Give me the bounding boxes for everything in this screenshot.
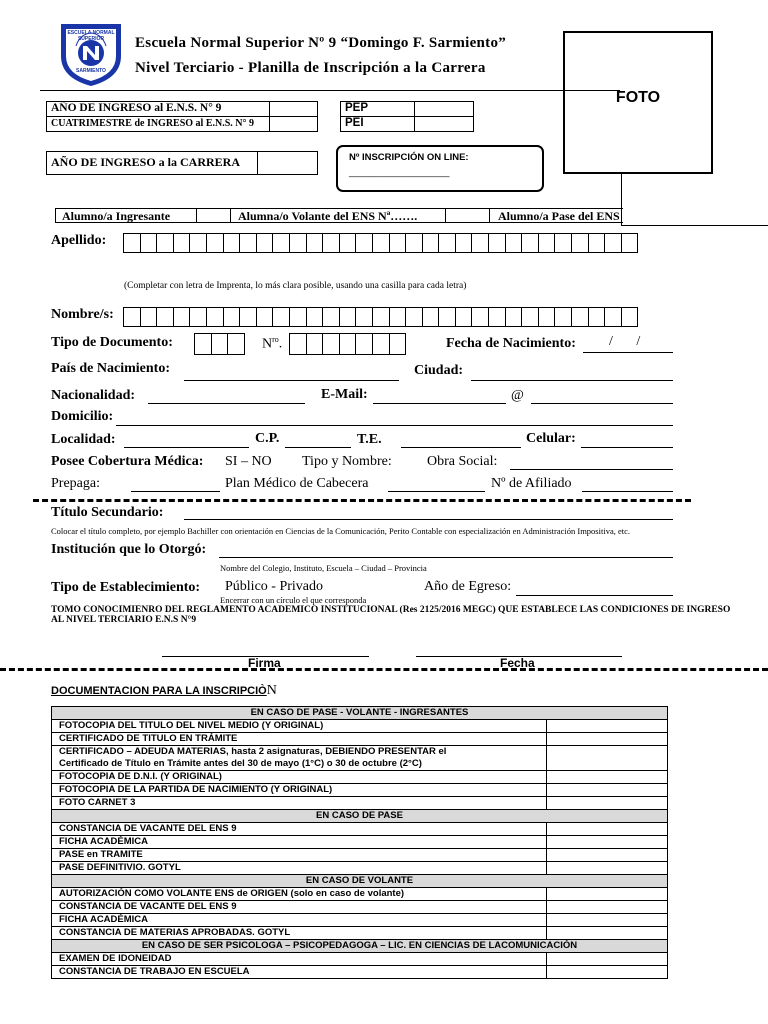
letter-cell[interactable] bbox=[355, 333, 373, 355]
letter-cell[interactable] bbox=[140, 307, 158, 327]
cp-label: C.P. bbox=[255, 431, 280, 446]
tipo-doc-label: Tipo de Documento: bbox=[51, 335, 173, 350]
letter-cell[interactable] bbox=[372, 307, 390, 327]
alumno-ingresante-label: Alumno/a Ingresante bbox=[62, 209, 171, 223]
letter-cell[interactable] bbox=[554, 233, 572, 253]
te-label: T.E. bbox=[357, 432, 382, 447]
letter-cell[interactable] bbox=[372, 233, 390, 253]
letter-cell[interactable] bbox=[123, 307, 141, 327]
titulo-secundario-text: Título Secundario: bbox=[51, 505, 164, 520]
letter-cell[interactable] bbox=[455, 233, 473, 253]
plan-medico-label: Plan Médico de Cabecera bbox=[225, 476, 369, 491]
letter-cell[interactable] bbox=[588, 233, 606, 253]
documentacion-title-end: N bbox=[266, 683, 277, 698]
document-item-cell bbox=[52, 784, 547, 797]
fecha-nac-field[interactable] bbox=[583, 352, 673, 353]
photo-box-shadow bbox=[621, 173, 768, 226]
document-check-cell[interactable] bbox=[547, 888, 668, 901]
letter-cell[interactable] bbox=[194, 333, 212, 355]
document-check-cell[interactable] bbox=[547, 720, 668, 733]
document-item-text: FOTOCOPIA DE D.N.I. (Y ORIGINAL) bbox=[59, 771, 222, 782]
letter-cell[interactable] bbox=[438, 233, 456, 253]
letter-cell[interactable] bbox=[289, 333, 307, 355]
institucion-label: Institución que lo Otorgó: bbox=[51, 542, 207, 557]
document-item-text: FICHA ACADÉMICA bbox=[59, 914, 149, 925]
document-check-cell[interactable] bbox=[547, 901, 668, 914]
document-item-cell bbox=[52, 849, 547, 862]
ingreso-carrera-label: AÑO DE INGRESO a la CARRERA bbox=[51, 155, 241, 169]
letter-cell[interactable] bbox=[471, 233, 489, 253]
document-item-text: PASE en TRAMITE bbox=[59, 849, 143, 860]
cuatrimestre-label: CUATRIMESTRE de INGRESO al E.N.S. N° 9 bbox=[51, 118, 255, 129]
inscripcion-online-box bbox=[336, 145, 544, 192]
document-item-cell bbox=[52, 733, 547, 746]
table-section-header bbox=[52, 875, 668, 888]
document-item-text: CERTIFICADO DE TITULO EN TRÁMITE bbox=[59, 733, 238, 744]
document-item-cell bbox=[52, 914, 547, 927]
imprenta-hint: (Completar con letra de Imprenta, lo más clara posible, usando una casilla para cada letra) bbox=[124, 281, 467, 291]
ciudad-label: Ciudad: bbox=[414, 363, 464, 378]
letter-cell[interactable] bbox=[571, 307, 589, 327]
document-item-cell bbox=[52, 771, 547, 784]
section-header-cell: EN CASO DE PASE bbox=[52, 810, 668, 823]
letter-cell[interactable] bbox=[604, 233, 622, 253]
letter-cell[interactable] bbox=[272, 233, 290, 253]
table-row bbox=[52, 966, 668, 979]
localidad-label: Localidad: bbox=[51, 432, 116, 447]
section-header-cell: EN CASO DE VOLANTE bbox=[52, 875, 668, 888]
document-check-cell[interactable] bbox=[547, 953, 668, 966]
document-item-text: FOTOCOPIA DEL TITULO DEL NIVEL MEDIO (Y ORIGINAL) bbox=[59, 720, 324, 731]
fecha-nac-label: Fecha de Nacimiento: bbox=[446, 336, 576, 351]
letter-cell[interactable] bbox=[239, 233, 257, 253]
publico-privado-option[interactable]: Público - Privado bbox=[225, 579, 323, 594]
celular-label: Celular: bbox=[526, 431, 576, 446]
ingreso-carrera-box bbox=[46, 151, 318, 175]
obra-social-label: Obra Social: bbox=[427, 454, 498, 469]
domicilio-field[interactable] bbox=[116, 425, 673, 426]
section-divider-2 bbox=[0, 668, 768, 671]
letter-cell[interactable] bbox=[621, 233, 639, 253]
table-row bbox=[52, 888, 668, 901]
letter-cell[interactable] bbox=[571, 233, 589, 253]
document-check-cell[interactable] bbox=[547, 862, 668, 875]
school-logo bbox=[58, 20, 124, 88]
letter-cell[interactable] bbox=[372, 333, 390, 355]
letter-cell[interactable] bbox=[206, 233, 224, 253]
document-check-cell[interactable] bbox=[547, 836, 668, 849]
fecha-label: Fecha bbox=[500, 656, 535, 670]
prepaga-field[interactable] bbox=[131, 491, 220, 492]
letter-cell[interactable] bbox=[604, 307, 622, 327]
logo-text-bottom: SARMIENTO bbox=[76, 68, 106, 74]
ciudad-field[interactable] bbox=[471, 380, 673, 381]
letter-cell[interactable] bbox=[322, 307, 340, 327]
letter-cell[interactable] bbox=[289, 307, 307, 327]
letter-cell[interactable] bbox=[306, 333, 324, 355]
tipo-doc-field[interactable] bbox=[195, 333, 245, 355]
table-row bbox=[52, 784, 668, 797]
table-row bbox=[52, 914, 668, 927]
section-header-cell: EN CASO DE PASE - VOLANTE - INGRESANTES bbox=[52, 707, 668, 720]
letter-cell[interactable] bbox=[156, 233, 174, 253]
table-section-header bbox=[52, 810, 668, 823]
table-row bbox=[52, 771, 668, 784]
letter-cell[interactable] bbox=[422, 233, 440, 253]
nacionalidad-label: Nacionalidad: bbox=[51, 388, 136, 403]
form-title: Nivel Terciario - Planilla de Inscripción a la Carrera bbox=[135, 60, 486, 76]
titulo-secundario-field[interactable] bbox=[184, 519, 673, 520]
logo-text-top: ESCUELA NORMAL SUPERIOR bbox=[67, 30, 115, 42]
document-item-cell bbox=[52, 797, 547, 810]
letter-cell[interactable] bbox=[355, 233, 373, 253]
letter-cell[interactable] bbox=[521, 307, 539, 327]
alumno-type-row bbox=[55, 208, 623, 223]
letter-cell[interactable] bbox=[223, 307, 241, 327]
letter-cell[interactable] bbox=[438, 307, 456, 327]
localidad-field[interactable] bbox=[124, 447, 249, 448]
plan-medico-field[interactable] bbox=[388, 491, 485, 492]
document-check-cell[interactable] bbox=[547, 746, 668, 771]
document-check-cell[interactable] bbox=[547, 797, 668, 810]
firma-label: Firma bbox=[248, 656, 281, 670]
letter-cell[interactable] bbox=[211, 333, 229, 355]
letter-cell[interactable] bbox=[189, 307, 207, 327]
letter-cell[interactable] bbox=[405, 307, 423, 327]
table-section-header bbox=[52, 940, 668, 953]
document-item-cell bbox=[52, 901, 547, 914]
table-row bbox=[52, 823, 668, 836]
letter-cell[interactable] bbox=[389, 307, 407, 327]
letter-cell[interactable] bbox=[272, 307, 290, 327]
pais-nac-label: País de Nacimiento: bbox=[51, 361, 170, 376]
document-item-cell bbox=[52, 836, 547, 849]
school-title: Escuela Normal Superior Nº 9 “Domingo F. Sarmiento” bbox=[135, 35, 507, 51]
letter-cell[interactable] bbox=[538, 233, 556, 253]
letter-cell[interactable] bbox=[289, 233, 307, 253]
inscripcion-online-label: Nº INSCRIPCIÓN ON LINE: bbox=[349, 152, 469, 163]
letter-cell[interactable] bbox=[140, 233, 158, 253]
letter-cell[interactable] bbox=[422, 307, 440, 327]
letter-cell[interactable] bbox=[471, 307, 489, 327]
alumno-volante-label: Alumna/o Volante del ENS Nª……. bbox=[238, 209, 418, 223]
pei-label: PEI bbox=[345, 117, 364, 129]
documentacion-title bbox=[51, 683, 277, 699]
letter-cell[interactable] bbox=[505, 233, 523, 253]
document-item-text: AUTORIZACIÓN COMO VOLANTE ENS de ORIGEN (solo en caso de volante) bbox=[59, 888, 405, 899]
section-header-cell: EN CASO DE SER PSICOLOGA – PSICOPEDAGOGA – LIC. EN CIENCIAS DE LACOMUNICACIÒN bbox=[52, 940, 668, 953]
document-item-cell bbox=[52, 862, 547, 875]
letter-cell[interactable] bbox=[239, 307, 257, 327]
cobertura-label: Posee Cobertura Médica: bbox=[51, 454, 204, 469]
letter-cell[interactable] bbox=[339, 333, 357, 355]
si-no-option[interactable]: SI – NO bbox=[225, 454, 272, 469]
document-item-text: CERTIFICADO – ADEUDA MATERIAS, hasta 2 asignaturas, DEBIENDO PRESENTAR el bbox=[59, 746, 447, 757]
letter-cell[interactable] bbox=[389, 233, 407, 253]
letter-cell[interactable] bbox=[339, 307, 357, 327]
institucion-hint: Nombre del Colegio, Instituto, Escuela – Ciudad – Provincia bbox=[220, 563, 427, 573]
document-item-text: CONSTANCIA DE VACANTE DEL ENS 9 bbox=[59, 901, 237, 912]
letter-cell[interactable] bbox=[355, 307, 373, 327]
letter-cell[interactable] bbox=[227, 333, 245, 355]
te-field[interactable] bbox=[401, 447, 521, 448]
pais-nac-field[interactable] bbox=[184, 380, 399, 381]
nombre-field[interactable] bbox=[124, 307, 638, 327]
encerrar-hint: Encerrar con un círculo el que corresponda bbox=[220, 595, 367, 605]
letter-cell[interactable] bbox=[505, 307, 523, 327]
document-item-cell bbox=[52, 720, 547, 733]
document-item-text: EXAMEN DE IDONEIDAD bbox=[59, 953, 172, 964]
letter-cell[interactable] bbox=[389, 333, 407, 355]
table-row bbox=[52, 746, 668, 771]
document-check-cell[interactable] bbox=[547, 771, 668, 784]
document-item-text: FOTOCOPIA DE LA PARTIDA DE NACIMIENTO (Y ORIGINAL) bbox=[59, 784, 333, 795]
letter-cell[interactable] bbox=[455, 307, 473, 327]
document-check-cell[interactable] bbox=[547, 733, 668, 746]
documentacion-title-text: DOCUMENTACION PARA LA INSCRIPCIÒ bbox=[51, 685, 267, 697]
nro-afiliado-field[interactable] bbox=[582, 491, 673, 492]
document-item-text: FOTO CARNET 3 bbox=[59, 797, 136, 808]
document-check-cell[interactable] bbox=[547, 914, 668, 927]
document-item-text: CONSTANCIA DE MATERIAS APROBADAS. GOTYL bbox=[59, 927, 291, 938]
document-check-cell[interactable] bbox=[547, 784, 668, 797]
letter-cell[interactable] bbox=[588, 307, 606, 327]
letter-cell[interactable] bbox=[123, 233, 141, 253]
titulo-hint: Colocar el título completo, por ejemplo Bachiller con orientación en Ciencias de la Comunicación, Perito Contable con especialización en Administración Impositiva, etc. bbox=[51, 526, 631, 536]
pep-pei-box bbox=[340, 101, 474, 132]
letter-cell[interactable] bbox=[488, 233, 506, 253]
document-item-cell bbox=[52, 966, 547, 979]
prepaga-label: Prepaga: bbox=[51, 476, 100, 491]
letter-cell[interactable] bbox=[322, 233, 340, 253]
letter-cell[interactable] bbox=[488, 307, 506, 327]
letter-cell[interactable] bbox=[339, 233, 357, 253]
nro-label: $N^{ro}$. bbox=[262, 335, 283, 352]
documentacion-table bbox=[51, 706, 668, 979]
celular-field[interactable] bbox=[581, 447, 673, 448]
institucion-field[interactable] bbox=[219, 557, 673, 558]
table-row bbox=[52, 849, 668, 862]
reglamento-text: TOMO CONOCIMIENRO DEL REGLAMENTO ACADEMICO INSTITUCIONAL (Res 2125/2016 MEGC) QUE ESTABLECE LAS CONDICIONES DE INGRESO AL NIVEL TERCIARIO E.N.S N°9 bbox=[51, 605, 731, 625]
table-row bbox=[52, 797, 668, 810]
tipo-nombre-label: Tipo y Nombre: bbox=[302, 454, 392, 469]
letter-cell[interactable] bbox=[554, 307, 572, 327]
at-sign: @ bbox=[511, 388, 524, 403]
letter-cell[interactable] bbox=[156, 307, 174, 327]
letter-cell[interactable] bbox=[521, 233, 539, 253]
document-item-text-2: Certificado de Título en Trámite antes del 30 de mayo (1°C) o 30 de octubre (2°C) bbox=[59, 758, 422, 769]
titulo-secundario-label bbox=[51, 505, 163, 521]
document-check-cell[interactable] bbox=[547, 849, 668, 862]
document-item-text: FICHA ACADÉMICA bbox=[59, 836, 149, 847]
table-section-header bbox=[52, 707, 668, 720]
letter-cell[interactable] bbox=[173, 233, 191, 253]
tipo-est-label: Tipo de Establecimiento: bbox=[51, 580, 201, 595]
apellido-label: Apellido: bbox=[51, 233, 107, 248]
nacionalidad-field[interactable] bbox=[148, 403, 305, 404]
letter-cell[interactable] bbox=[256, 307, 274, 327]
document-item-text: PASE DEFINITIVIO. GOTYL bbox=[59, 862, 181, 873]
table-row bbox=[52, 862, 668, 875]
photo-box bbox=[563, 31, 713, 174]
nro-doc-field[interactable] bbox=[290, 333, 406, 355]
letter-cell[interactable] bbox=[538, 307, 556, 327]
letter-cell[interactable] bbox=[306, 307, 324, 327]
table-row bbox=[52, 836, 668, 849]
table-row bbox=[52, 953, 668, 966]
pep-label: PEP bbox=[345, 102, 369, 114]
header-rule bbox=[40, 90, 620, 91]
document-check-cell[interactable] bbox=[547, 823, 668, 836]
document-item-text: CONSTANCIA DE TRABAJO EN ESCUELA bbox=[59, 966, 250, 977]
document-item-cell bbox=[52, 888, 547, 901]
ingreso-ens-label: AÑO DE INGRESO al E.N.S. N° 9 bbox=[51, 102, 222, 114]
cp-field[interactable] bbox=[285, 447, 351, 448]
document-item-cell bbox=[52, 823, 547, 836]
letter-cell[interactable] bbox=[621, 307, 639, 327]
section-divider bbox=[33, 499, 691, 502]
letter-cell[interactable] bbox=[206, 307, 224, 327]
letter-cell[interactable] bbox=[223, 233, 241, 253]
letter-cell[interactable] bbox=[173, 307, 191, 327]
table-row bbox=[52, 733, 668, 746]
nombre-label: Nombre/s: bbox=[51, 307, 114, 322]
photo-label: FOTO bbox=[615, 89, 661, 106]
letter-cell[interactable] bbox=[322, 333, 340, 355]
letter-cell[interactable] bbox=[405, 233, 423, 253]
anio-egreso-label: Año de Egreso: bbox=[424, 579, 512, 594]
email-label: E-Mail: bbox=[321, 387, 368, 402]
document-check-cell[interactable] bbox=[547, 966, 668, 979]
table-row bbox=[52, 720, 668, 733]
email-user-field[interactable] bbox=[373, 403, 506, 404]
document-check-cell[interactable] bbox=[547, 927, 668, 940]
fecha-nac-slashes: / / bbox=[609, 334, 641, 349]
ingreso-ens-box bbox=[46, 101, 318, 132]
document-item-cell bbox=[52, 953, 547, 966]
alumno-pase-label: Alumno/a Pase del ENS bbox=[498, 209, 620, 223]
apellido-field[interactable] bbox=[124, 233, 638, 253]
document-item-cell bbox=[52, 927, 547, 940]
obra-social-field[interactable] bbox=[510, 469, 673, 470]
letter-cell[interactable] bbox=[256, 233, 274, 253]
email-domain-field[interactable] bbox=[531, 403, 673, 404]
letter-cell[interactable] bbox=[189, 233, 207, 253]
inscripcion-online-line: ___________________ bbox=[349, 167, 450, 178]
letter-cell[interactable] bbox=[306, 233, 324, 253]
table-row bbox=[52, 927, 668, 940]
anio-egreso-field[interactable] bbox=[516, 595, 673, 596]
document-item-cell bbox=[52, 746, 547, 771]
domicilio-label: Domicilio: bbox=[51, 409, 114, 424]
nro-afiliado-label: Nº de Afiliado bbox=[491, 476, 572, 491]
document-item-text: CONSTANCIA DE VACANTE DEL ENS 9 bbox=[59, 823, 237, 834]
table-row bbox=[52, 901, 668, 914]
